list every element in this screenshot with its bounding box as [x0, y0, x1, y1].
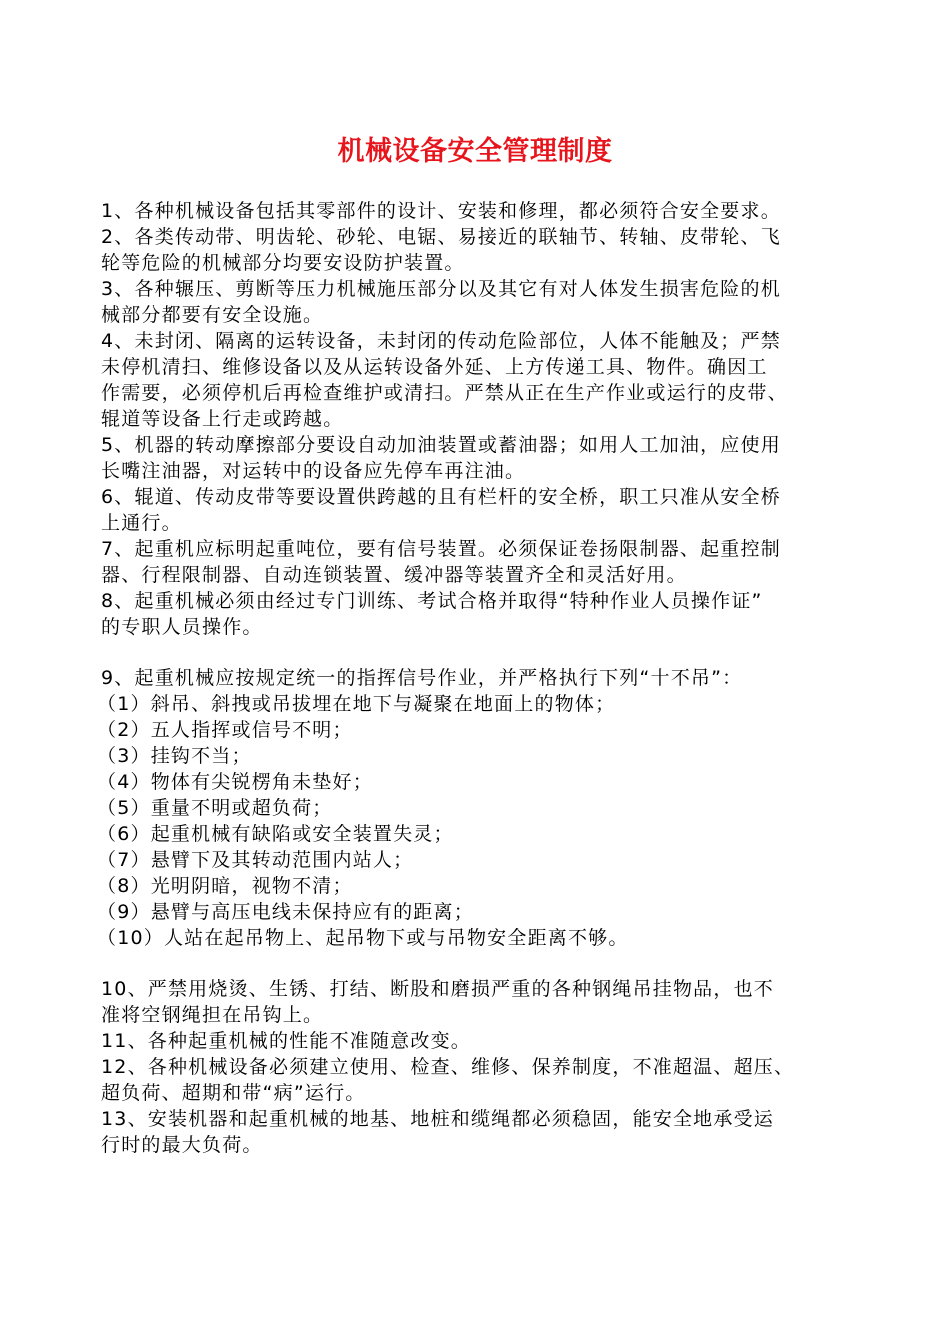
paragraph-gap	[101, 640, 861, 665]
list-item: （10）人站在起吊物上、起吊物下或与吊物安全距离不够。	[97, 927, 629, 949]
paragraph-line: 6、辊道、传动皮带等要设置供跨越的且有栏杆的安全桥，职工只准从安全桥	[101, 486, 781, 508]
list-item: （6）起重机械有缺陷或安全装置失灵；	[97, 823, 454, 845]
list-item: （4）物体有尖锐楞角未垫好；	[97, 771, 373, 793]
paragraph-line: 11、各种起重机械的性能不准随意改变。	[101, 1030, 471, 1052]
paragraph-line: 未停机清扫、维修设备以及从运转设备外延、上方传递工具、物件。确因工	[101, 356, 768, 378]
section9-heading: 9、起重机械应按规定统一的指挥信号作业，并严格执行下列“十不吊”：	[101, 667, 743, 689]
paragraph-line: 10、严禁用烧烫、生锈、打结、断股和磨损严重的各种钢绳吊挂物品，也不	[101, 978, 774, 1000]
paragraph-line: 的专职人员操作。	[101, 616, 263, 638]
list-item: （8）光明阴暗，视物不清；	[97, 875, 353, 897]
paragraph-line: 2、各类传动带、明齿轮、砂轮、电锯、易接近的联轴节、转轴、皮带轮、飞	[101, 226, 781, 248]
paragraph-line: 上通行。	[101, 512, 182, 534]
paragraph-line: 4、未封闭、隔离的运转设备，未封闭的传动危险部位，人体不能触及；严禁	[101, 330, 781, 352]
paragraph-line: 3、各种辗压、剪断等压力机械施压部分以及其它有对人体发生损害危险的机	[101, 278, 781, 300]
paragraph-line: 12、各种机械设备必须建立使用、检查、维修、保养制度，不准超温、超压、	[101, 1056, 795, 1078]
list-item: （1）斜吊、斜拽或吊拔埋在地下与凝聚在地面上的物体；	[97, 693, 616, 715]
paragraph-line: 8、起重机械必须由经过专门训练、考试合格并取得“特种作业人员操作证”	[101, 590, 763, 612]
paragraph-line: 7、起重机应标明起重吨位，要有信号装置。必须保证卷扬限制器、起重控制	[101, 538, 781, 560]
paragraph-line: 5、机器的转动摩擦部分要设自动加油装置或蓄油器；如用人工加油，应使用	[101, 434, 781, 456]
paragraph-line: 器、行程限制器、自动连锁装置、缓冲器等装置齐全和灵活好用。	[101, 564, 687, 586]
paragraph-line: 械部分都要有安全设施。	[101, 304, 324, 326]
paragraph-line: 13、安装机器和起重机械的地基、地桩和缆绳都必须稳固，能安全地承受运	[101, 1108, 774, 1130]
paragraph-gap	[101, 951, 861, 976]
list-item: （5）重量不明或超负荷；	[97, 797, 333, 819]
paragraph-line: 超负荷、超期和带“病”运行。	[101, 1082, 366, 1104]
paragraph-line: 1、各种机械设备包括其零部件的设计、安装和修理，都必须符合安全要求。	[101, 200, 781, 222]
paragraph-line: 作需要，必须停机后再检查维护或清扫。严禁从正在生产作业或运行的皮带、	[101, 382, 788, 404]
paragraph-line: 行时的最大负荷。	[101, 1134, 263, 1156]
paragraph-line: 长嘴注油器，对运转中的设备应先停车再注油。	[101, 460, 526, 482]
paragraph-line: 辊道等设备上行走或跨越。	[101, 408, 344, 430]
paragraph-line: 轮等危险的机械部分均要安设防护装置。	[101, 252, 465, 274]
list-item: （3）挂钩不当；	[97, 745, 252, 767]
document-title: 机械设备安全管理制度	[337, 136, 613, 167]
list-item: （9）悬臂与高压电线未保持应有的距离；	[97, 901, 474, 923]
list-item: （7）悬臂下及其转动范围内站人；	[97, 849, 414, 871]
document-body	[97, 198, 861, 1158]
list-item: （2）五人指挥或信号不明；	[97, 719, 353, 741]
paragraph-line: 准将空钢绳担在吊钩上。	[101, 1004, 324, 1026]
